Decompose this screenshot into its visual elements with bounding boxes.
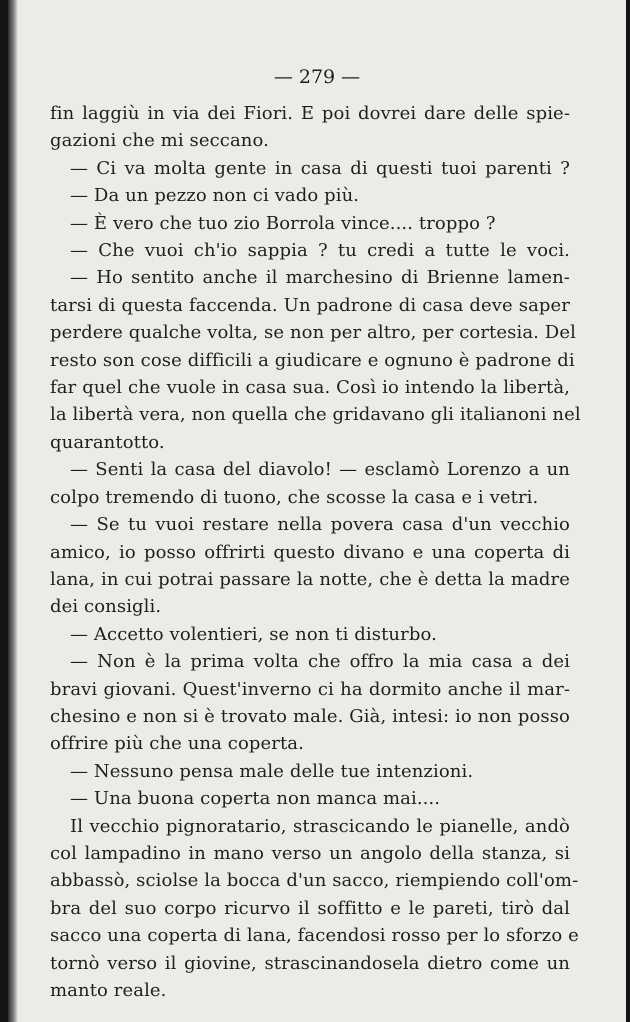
text-line: — Da un pezzo non ci vado più. <box>70 185 360 207</box>
text-line: — Non è la prima volta che offro la mia casa a dei <box>70 651 570 673</box>
text-line: colpo tremendo di tuono, che scosse la casa e i vetri. <box>50 486 539 508</box>
text-line: col lampadino in mano verso un angolo della stanza, si <box>50 842 570 864</box>
text-line: — Nessuno pensa male delle tue intenzioni. <box>70 760 474 782</box>
text-line: — Accetto volentieri, se non ti disturbo. <box>70 623 437 645</box>
text-line: Il vecchio pignoratario, strascicando le pianelle, andò <box>70 815 570 837</box>
book-page <box>8 0 626 1022</box>
text-line: sacco una coperta di lana, facendosi rosso per lo sforzo e <box>50 925 579 947</box>
text-line: amico, io posso offrirti questo divano e una coperta di <box>50 541 570 563</box>
text-line: — È vero che tuo zio Borrola vince.... troppo ? <box>70 212 496 234</box>
text-line: manto reale. <box>50 980 167 1001</box>
text-line: dei consigli. <box>50 596 162 618</box>
text-line: — Ci va molta gente in casa di questi tuoi parenti ? <box>70 157 570 179</box>
text-line: abbassò, sciolse la bocca d'un sacco, riempiendo coll'om- <box>50 870 579 892</box>
text-line: bravi giovani. Quest'inverno ci ha dormito anche il mar- <box>50 678 570 700</box>
page-number: — 279 — <box>273 66 361 88</box>
text-line: offrire più che una coperta. <box>50 733 304 755</box>
text-line: lana, in cui potrai passare la notte, che è detta la madre <box>50 568 570 590</box>
text-line: far quel che vuole in casa sua. Così io intendo la libertà, <box>50 377 570 399</box>
text-line: — Che vuoi ch'io sappia ? tu credi a tutte le voci. <box>70 240 570 262</box>
text-line: tarsi di questa faccenda. Un padrone di casa deve saper <box>50 294 570 316</box>
text-line: la libertà vera, non quella che gridavano gli italianoni nel <box>50 404 581 426</box>
text-line: tornò verso il giovine, strascinandosela dietro come un <box>50 952 570 974</box>
text-line: fin laggiù in via dei Fiori. E poi dovrei dare delle spie- <box>50 103 570 124</box>
text-line: perdere qualche volta, se non per altro, per cortesia. Del <box>50 322 576 344</box>
text-line: — Se tu vuoi restare nella povera casa d'un vecchio <box>70 514 570 536</box>
text-line: gazioni che mi seccano. <box>50 130 269 152</box>
text-line: — Una buona coperta non manca mai.... <box>70 788 441 810</box>
text-line: bra del suo corpo ricurvo il soffitto e le pareti, tirò dal <box>50 897 570 919</box>
text-line: quarantotto. <box>50 431 165 453</box>
text-line: chesino e non si è trovato male. Già, intesi: io non posso <box>50 705 570 727</box>
body-text <box>50 100 581 1004</box>
text-line: — Senti la casa del diavolo! — esclamò Lorenzo a un <box>70 459 570 481</box>
text-line: resto son cose difficili a giudicare e ognuno è padrone di <box>50 349 575 371</box>
text-line: — Ho sentito anche il marchesino di Brienne lamen- <box>70 267 570 289</box>
book-spine-shadow <box>8 0 18 1022</box>
